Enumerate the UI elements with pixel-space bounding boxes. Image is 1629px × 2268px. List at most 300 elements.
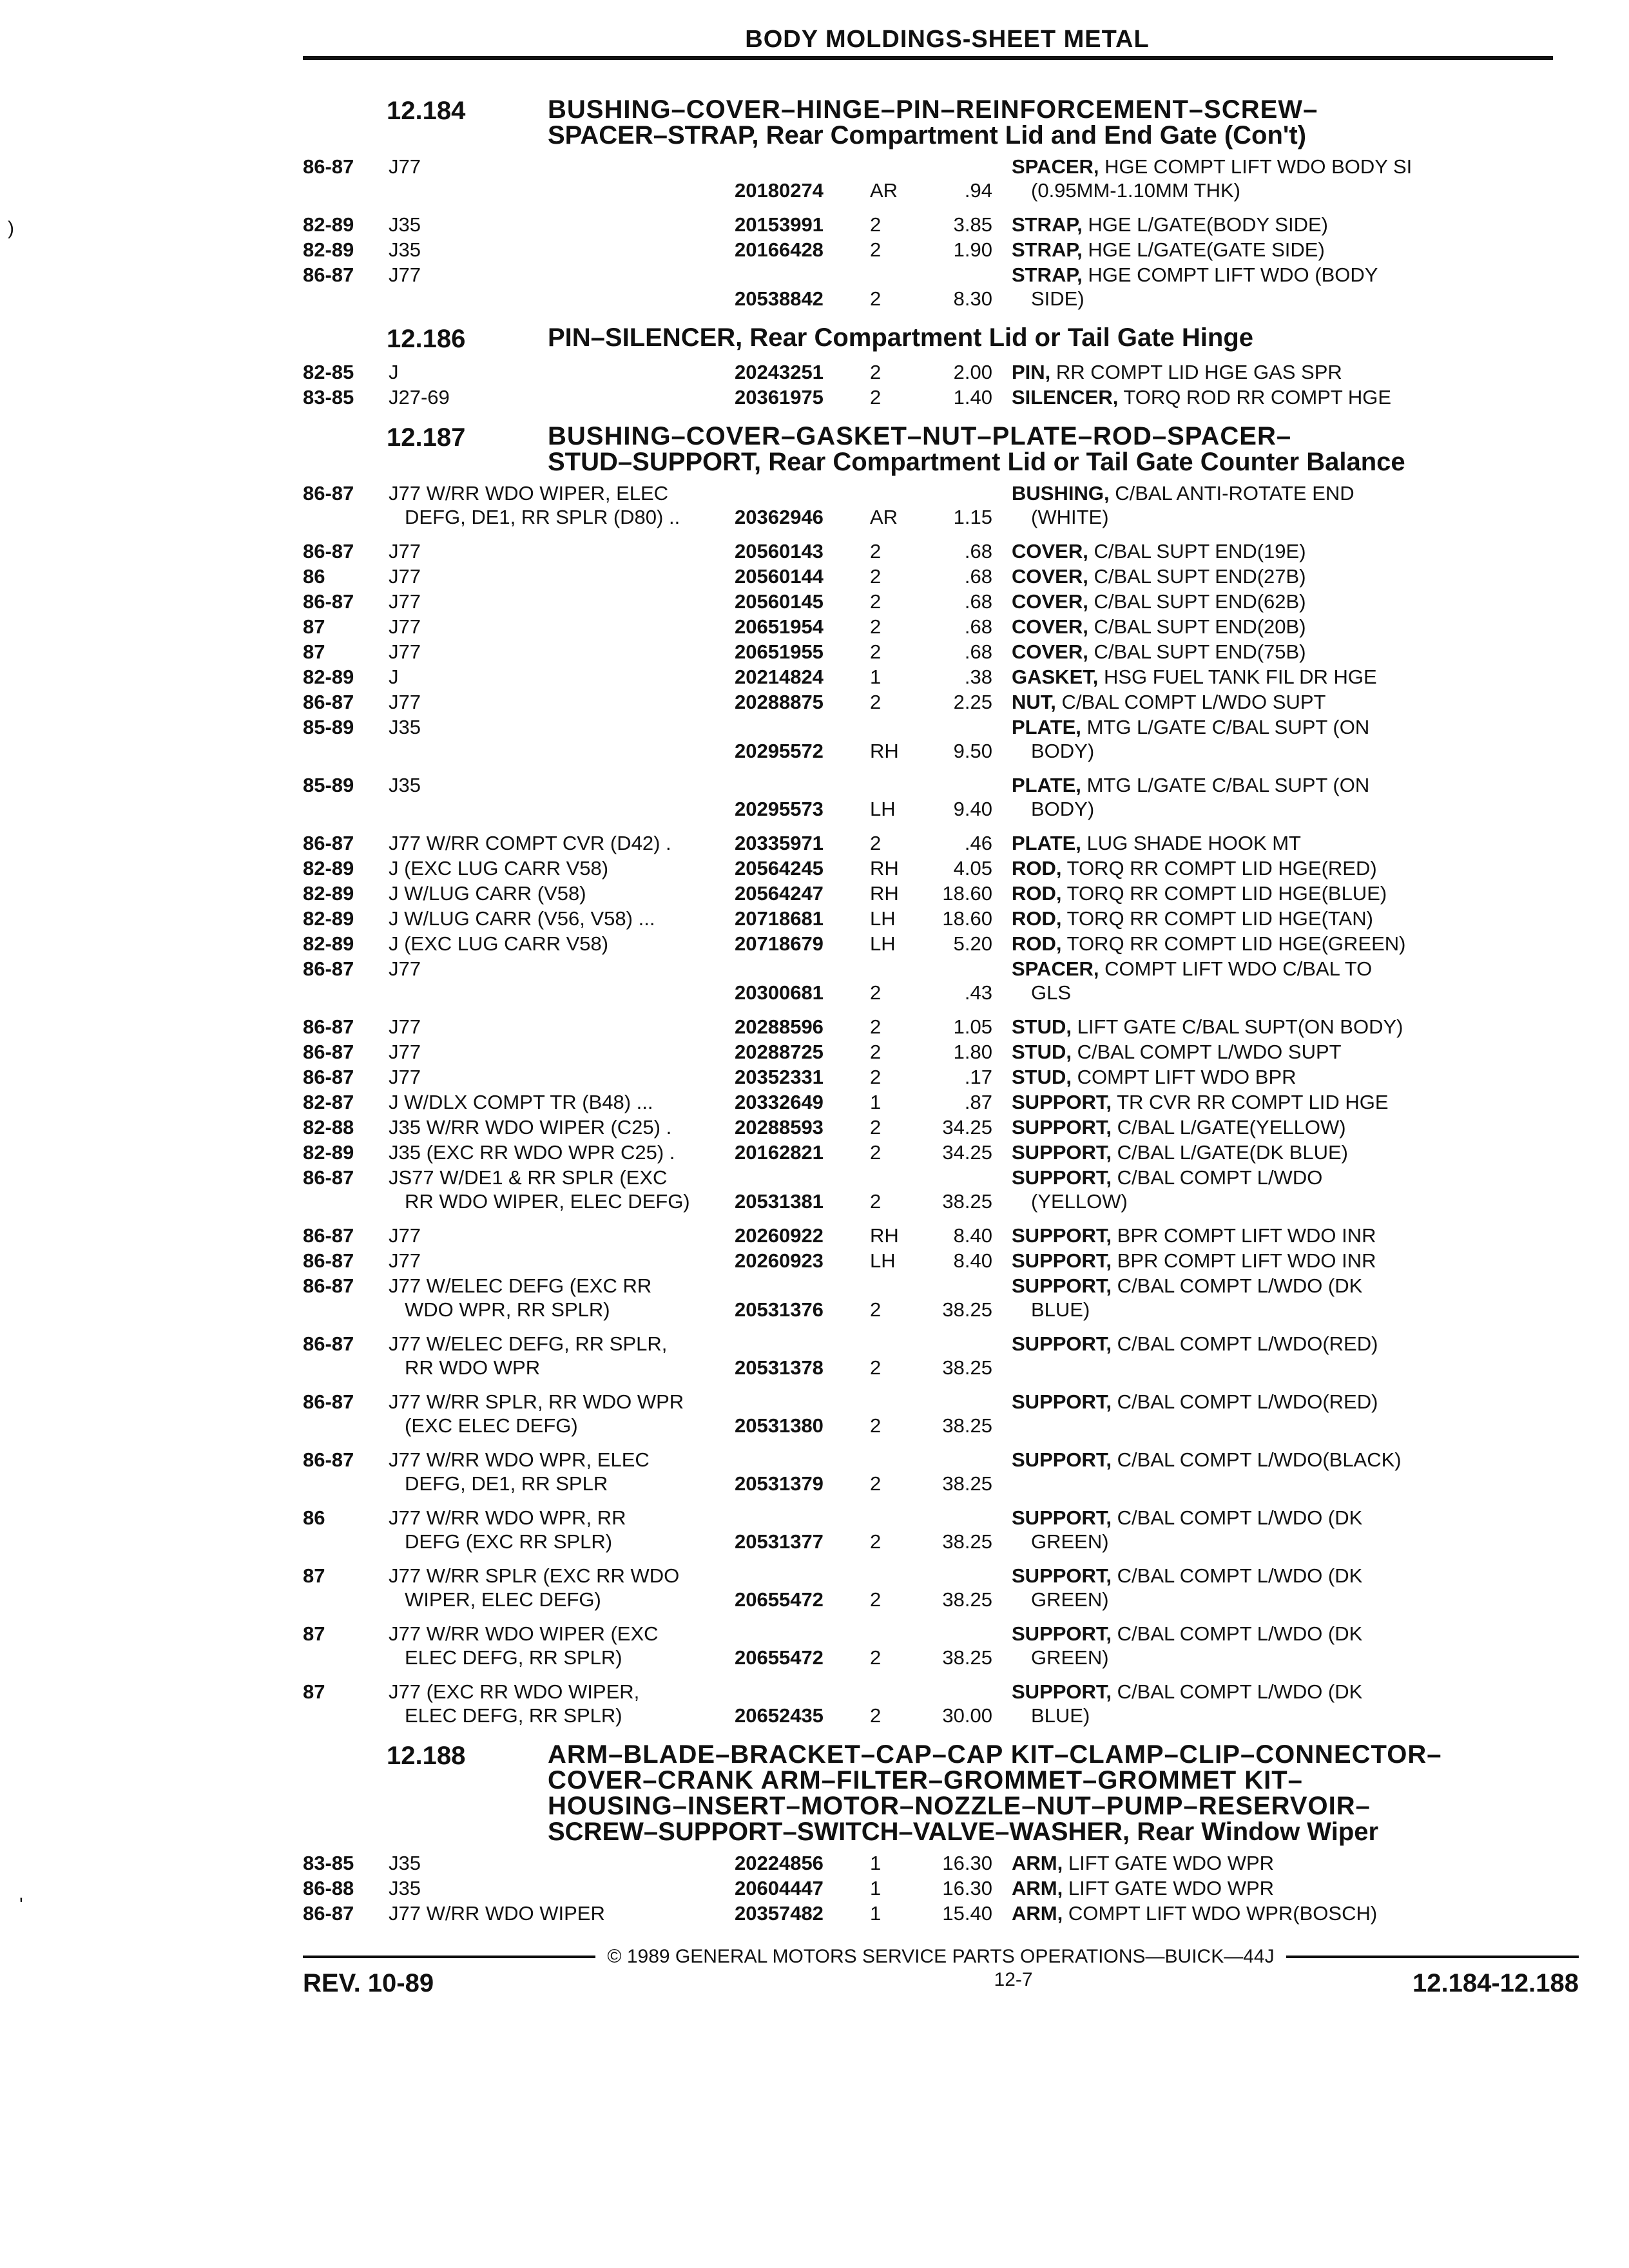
- application: [383, 1065, 735, 1089]
- application-line: J: [389, 361, 399, 383]
- part-name: COVER,: [1012, 590, 1088, 613]
- part-row: [303, 213, 1559, 236]
- application: [383, 1622, 735, 1669]
- part-name: SUPPORT,: [1012, 1091, 1112, 1113]
- application-line: J77: [389, 264, 421, 286]
- part-number: 20260923: [735, 1249, 824, 1272]
- section-heading: [303, 423, 1559, 475]
- part-row: [303, 564, 1559, 588]
- price: 8.40: [953, 1224, 992, 1247]
- part-row: [303, 1506, 1559, 1553]
- model-years: 87: [303, 615, 325, 638]
- model-years: 82-89: [303, 213, 354, 236]
- part-number: 20531380: [735, 1414, 824, 1437]
- application: [383, 1224, 735, 1247]
- application: [383, 1090, 735, 1114]
- quantity: 2: [870, 1704, 882, 1727]
- model-years: 82-89: [303, 932, 354, 955]
- section-title: [548, 423, 1559, 475]
- application-line: RR WDO WPR: [405, 1356, 541, 1379]
- part-number: 20295573: [735, 798, 824, 820]
- description-line: [1012, 1530, 1559, 1553]
- part-name: SUPPORT,: [1012, 1224, 1112, 1247]
- part-row: [303, 1166, 1559, 1213]
- price: 9.50: [953, 740, 992, 762]
- section-subtitle: SPACER–STRAP, Rear Compartment Lid and End Gate (Con't): [548, 121, 1307, 149]
- model-years: 86-87: [303, 1041, 354, 1063]
- price: .43: [964, 981, 992, 1004]
- price: 1.40: [953, 386, 992, 408]
- part-description: [1012, 1390, 1559, 1437]
- description-text: GLS: [1031, 981, 1072, 1004]
- application-line: J77 W/ELEC DEFG, RR SPLR,: [389, 1332, 668, 1355]
- application-line: J77 W/RR SPLR, RR WDO WPR: [389, 1390, 684, 1413]
- part-name: SUPPORT,: [1012, 1564, 1112, 1587]
- part-row: [303, 640, 1559, 664]
- application-line: J77: [389, 155, 421, 178]
- description-line: [1012, 957, 1559, 981]
- quantity: 2: [870, 981, 882, 1004]
- section-subtitle: STUD–SUPPORT, Rear Compartment Lid or Tail Gate Counter Balance: [548, 448, 1405, 476]
- part-name: SUPPORT,: [1012, 1274, 1112, 1297]
- part-number: 20224856: [735, 1852, 824, 1874]
- part-number: 20560144: [735, 565, 824, 588]
- model-years: 86-87: [303, 1249, 354, 1272]
- part-number: 20560143: [735, 540, 824, 562]
- application-line: J35 W/RR WDO WIPER (C25) .: [389, 1116, 672, 1139]
- part-number: 20718679: [735, 932, 824, 955]
- revision-label: REV. 10-89: [303, 1969, 434, 1997]
- quantity: 2: [870, 238, 882, 261]
- part-name: SUPPORT,: [1012, 1680, 1112, 1703]
- application-line: DEFG, DE1, RR SPLR: [405, 1472, 608, 1495]
- application-line: DEFG (EXC RR SPLR): [405, 1530, 613, 1553]
- part-name: SPACER,: [1012, 155, 1099, 178]
- price: 1.80: [953, 1041, 992, 1063]
- part-row: [303, 1851, 1559, 1875]
- price: 38.25: [942, 1472, 992, 1495]
- quantity: 2: [870, 640, 882, 663]
- price: 1.15: [953, 506, 992, 528]
- description-line: [1012, 640, 1559, 664]
- part-row: [303, 831, 1559, 855]
- part-row: [303, 690, 1559, 714]
- application-line: J: [389, 666, 399, 688]
- application: [383, 385, 735, 409]
- model-years: 82-87: [303, 1091, 354, 1113]
- application-line: J77: [389, 1066, 421, 1088]
- application-line: J77 W/RR WDO WIPER (EXC: [389, 1622, 659, 1645]
- application-line: J35 (EXC RR WDO WPR C25) .: [389, 1141, 675, 1164]
- application-line: J35: [389, 716, 421, 738]
- section-title-line: COVER–CRANK ARM–FILTER–GROMMET–GROMMET KIT–: [548, 1766, 1303, 1794]
- price: .17: [964, 1066, 992, 1088]
- part-number: 20335971: [735, 832, 824, 854]
- application-line: J77 W/RR SPLR (EXC RR WDO: [389, 1564, 680, 1587]
- application-line: J77: [389, 640, 421, 663]
- price: 38.25: [942, 1646, 992, 1669]
- part-number: 20260922: [735, 1224, 824, 1247]
- part-name: STRAP,: [1012, 238, 1083, 261]
- application-line: J77: [389, 1224, 421, 1247]
- part-row: [303, 1332, 1559, 1379]
- quantity: 2: [870, 386, 882, 408]
- application: [383, 1274, 735, 1321]
- part-description: [1012, 1680, 1559, 1727]
- page-number: 12-7: [994, 1969, 1033, 1990]
- application-line: J77 W/RR WDO WPR, RR: [389, 1506, 626, 1529]
- section-heading: [303, 97, 1559, 148]
- application-line: J77: [389, 1015, 421, 1038]
- application: [383, 360, 735, 384]
- part-number: 20288725: [735, 1041, 824, 1063]
- application: [383, 932, 735, 956]
- price: 15.40: [942, 1902, 992, 1925]
- description-text: MTG L/GATE C/BAL SUPT (ON: [1086, 716, 1370, 738]
- application: [383, 1249, 735, 1273]
- part-name: ARM,: [1012, 1902, 1063, 1925]
- model-years: 87: [303, 1622, 325, 1645]
- description-line: [1012, 1901, 1559, 1925]
- part-name: PIN,: [1012, 361, 1051, 383]
- description-text: LIFT GATE WDO WPR: [1068, 1877, 1275, 1899]
- application: [383, 907, 735, 930]
- application-line: ELEC DEFG, RR SPLR): [405, 1704, 622, 1727]
- application-line: J77: [389, 1041, 421, 1063]
- price: .38: [964, 666, 992, 688]
- description-text: BODY): [1031, 798, 1095, 820]
- model-years: 83-85: [303, 1852, 354, 1874]
- part-number: 20300681: [735, 981, 824, 1004]
- application: [383, 1506, 735, 1553]
- application: [383, 773, 735, 821]
- description-text: C/BAL COMPT L/WDO SUPT: [1061, 691, 1326, 713]
- part-description: [1012, 1564, 1559, 1611]
- description-line: [1012, 1876, 1559, 1900]
- description-line: [1012, 739, 1559, 763]
- application: [383, 1564, 735, 1611]
- description-line: [1012, 590, 1559, 613]
- part-number: 20604447: [735, 1877, 824, 1899]
- application: [383, 1166, 735, 1213]
- model-years: 82-89: [303, 907, 354, 930]
- description-line: [1012, 1680, 1559, 1704]
- price: 5.20: [953, 932, 992, 955]
- description-text: C/BAL SUPT END(20B): [1094, 615, 1306, 638]
- part-description: [1012, 1249, 1559, 1273]
- part-description: [1012, 1448, 1559, 1495]
- quantity: 2: [870, 1041, 882, 1063]
- application: [383, 590, 735, 613]
- section-title: [548, 1742, 1559, 1845]
- part-row: [303, 539, 1559, 563]
- description-text: (0.95MM-1.10MM THK): [1031, 179, 1240, 202]
- description-text: TORQ RR COMPT LID HGE(TAN): [1066, 907, 1373, 930]
- part-description: [1012, 360, 1559, 384]
- description-text: BLUE): [1031, 1704, 1090, 1727]
- part-description: [1012, 1901, 1559, 1925]
- model-years: 85-89: [303, 774, 354, 796]
- application-line: J77: [389, 590, 421, 613]
- quantity: 2: [870, 832, 882, 854]
- description-line: [1012, 1249, 1559, 1273]
- quantity: 2: [870, 1141, 882, 1164]
- application: [383, 1332, 735, 1379]
- price: .94: [964, 179, 992, 202]
- section-title: [548, 97, 1559, 148]
- part-number: 20162821: [735, 1141, 824, 1164]
- application: [383, 1901, 735, 1925]
- part-number: 20531381: [735, 1190, 824, 1213]
- parts-catalog: [303, 97, 1559, 1939]
- model-years: 86-87: [303, 1224, 354, 1247]
- part-name: SUPPORT,: [1012, 1116, 1112, 1139]
- part-row: [303, 1622, 1559, 1669]
- description-line: [1012, 178, 1559, 202]
- quantity: 2: [870, 590, 882, 613]
- description-line: [1012, 1298, 1559, 1321]
- part-name: BUSHING,: [1012, 482, 1110, 505]
- price: .68: [964, 640, 992, 663]
- application: [383, 263, 735, 311]
- description-text: HGE L/GATE(BODY SIDE): [1088, 213, 1328, 236]
- part-name: COVER,: [1012, 615, 1088, 638]
- description-line: [1012, 1090, 1559, 1114]
- section-heading: [303, 325, 1559, 354]
- application-line: J77 W/ELEC DEFG (EXC RR: [389, 1274, 652, 1297]
- model-years: 86-87: [303, 1332, 354, 1355]
- part-number: 20560145: [735, 590, 824, 613]
- part-name: STRAP,: [1012, 213, 1083, 236]
- catalog-section: [303, 325, 1559, 409]
- description-line: [1012, 564, 1559, 588]
- application: [383, 155, 735, 202]
- description-text: TR CVR RR COMPT LID HGE: [1117, 1091, 1389, 1113]
- section-number: 12.187: [387, 423, 466, 452]
- description-text: TORQ RR COMPT LID HGE(BLUE): [1066, 882, 1387, 905]
- part-number: 20531378: [735, 1356, 824, 1379]
- description-line: [1012, 615, 1559, 639]
- part-description: [1012, 1274, 1559, 1321]
- application: [383, 1390, 735, 1437]
- part-name: SUPPORT,: [1012, 1390, 1112, 1413]
- part-number: 20652435: [735, 1704, 824, 1727]
- description-line: [1012, 505, 1559, 529]
- quantity: 2: [870, 1116, 882, 1139]
- footer-rule-left: [303, 1956, 595, 1958]
- description-line: [1012, 981, 1559, 1004]
- description-line: [1012, 263, 1559, 287]
- description-line: [1012, 481, 1559, 505]
- catalog-section: [303, 97, 1559, 311]
- description-line: [1012, 881, 1559, 905]
- price: 34.25: [942, 1116, 992, 1139]
- section-title-line: BUSHING–COVER–GASKET–NUT–PLATE–ROD–SPACER–: [548, 422, 1292, 450]
- part-description: [1012, 263, 1559, 311]
- application-line: WDO WPR, RR SPLR): [405, 1298, 610, 1321]
- part-number: 20288593: [735, 1116, 824, 1139]
- copyright-notice: © 1989 GENERAL MOTORS SERVICE PARTS OPERATIONS—BUICK—44J: [607, 1946, 1275, 1967]
- part-row: [303, 1390, 1559, 1437]
- description-line: [1012, 1390, 1559, 1414]
- application: [383, 1140, 735, 1164]
- section-heading: [303, 1742, 1559, 1845]
- application-line: J (EXC LUG CARR V58): [389, 932, 609, 955]
- quantity: 2: [870, 1298, 882, 1321]
- part-row: [303, 1015, 1559, 1039]
- price: 34.25: [942, 1141, 992, 1164]
- part-name: SPACER,: [1012, 957, 1099, 980]
- model-years: 86-87: [303, 1390, 354, 1413]
- description-text: HGE L/GATE(GATE SIDE): [1088, 238, 1325, 261]
- price: .46: [964, 832, 992, 854]
- price: 18.60: [942, 907, 992, 930]
- part-description: [1012, 213, 1559, 236]
- description-text: LIFT GATE C/BAL SUPT(ON BODY): [1077, 1015, 1403, 1038]
- description-line: [1012, 773, 1559, 797]
- section-number: 12.184: [387, 97, 466, 125]
- model-years: 86-87: [303, 1015, 354, 1038]
- description-text: COMPT LIFT WDO WPR(BOSCH): [1068, 1902, 1378, 1925]
- part-number: 20538842: [735, 287, 824, 310]
- model-years: 87: [303, 640, 325, 663]
- application: [383, 957, 735, 1004]
- model-years: 86-87: [303, 1448, 354, 1471]
- description-line: [1012, 1189, 1559, 1213]
- description-text: C/BAL SUPT END(75B): [1094, 640, 1306, 663]
- description-line: [1012, 1140, 1559, 1164]
- model-years: 82-89: [303, 1141, 354, 1164]
- description-text: C/BAL L/GATE(YELLOW): [1117, 1116, 1346, 1139]
- price: 18.60: [942, 882, 992, 905]
- application: [383, 640, 735, 664]
- margin-mark: ): [8, 218, 14, 239]
- application-line: J W/LUG CARR (V58): [389, 882, 586, 905]
- description-text: RR COMPT LID HGE GAS SPR: [1055, 361, 1342, 383]
- application-line: J77: [389, 540, 421, 562]
- model-years: 82-89: [303, 666, 354, 688]
- description-line: [1012, 1274, 1559, 1298]
- part-description: [1012, 385, 1559, 409]
- application: [383, 238, 735, 262]
- catalog-section: [303, 423, 1559, 1727]
- part-number: 20352331: [735, 1066, 824, 1088]
- model-years: 86-87: [303, 590, 354, 613]
- quantity: 2: [870, 691, 882, 713]
- price: 8.40: [953, 1249, 992, 1272]
- footer-rule-right: [1286, 1956, 1579, 1958]
- part-row: [303, 385, 1559, 409]
- application: [383, 690, 735, 714]
- price: .68: [964, 540, 992, 562]
- description-line: [1012, 1646, 1559, 1669]
- application: [383, 564, 735, 588]
- application: [383, 1851, 735, 1875]
- page-footer: [303, 1946, 1579, 1998]
- description-text: C/BAL COMPT L/WDO (DK: [1117, 1680, 1363, 1703]
- part-row: [303, 615, 1559, 639]
- part-name: COVER,: [1012, 565, 1088, 588]
- description-line: [1012, 1040, 1559, 1064]
- part-description: [1012, 1090, 1559, 1114]
- description-line: [1012, 1564, 1559, 1588]
- application: [383, 213, 735, 236]
- part-number: 20655472: [735, 1588, 824, 1611]
- description-text: C/BAL COMPT L/WDO (DK: [1117, 1622, 1363, 1645]
- part-name: SILENCER,: [1012, 386, 1119, 408]
- description-text: TORQ RR COMPT LID HGE(GREEN): [1066, 932, 1406, 955]
- part-description: [1012, 665, 1559, 689]
- section-title-line: HOUSING–INSERT–MOTOR–NOZZLE–NUT–PUMP–RESERVOIR–: [548, 1792, 1371, 1820]
- section-title: [548, 325, 1559, 354]
- description-line: [1012, 1065, 1559, 1089]
- quantity: AR: [870, 506, 898, 528]
- part-description: [1012, 238, 1559, 262]
- part-description: [1012, 615, 1559, 639]
- description-text: GREEN): [1031, 1646, 1109, 1669]
- part-row: [303, 881, 1559, 905]
- application-line: J35: [389, 238, 421, 261]
- part-number: 20288875: [735, 691, 824, 713]
- section-subtitle: SCREW–SUPPORT–SWITCH–VALVE–WASHER, Rear Window Wiper: [548, 1818, 1379, 1846]
- application-line: J W/LUG CARR (V56, V58) ...: [389, 907, 655, 930]
- model-years: 86-87: [303, 264, 354, 286]
- description-text: LUG SHADE HOOK MT: [1086, 832, 1301, 854]
- quantity: 2: [870, 361, 882, 383]
- part-number: 20180274: [735, 179, 824, 202]
- application-line: ELEC DEFG, RR SPLR): [405, 1646, 622, 1669]
- part-description: [1012, 773, 1559, 821]
- part-description: [1012, 1224, 1559, 1247]
- price: 9.40: [953, 798, 992, 820]
- part-number: 20531376: [735, 1298, 824, 1321]
- part-row: [303, 360, 1559, 384]
- part-number: 20295572: [735, 740, 824, 762]
- application-line: J77: [389, 1249, 421, 1272]
- quantity: 2: [870, 1646, 882, 1669]
- page-title: BODY MOLDINGS-SHEET METAL: [745, 26, 1150, 53]
- part-row: [303, 155, 1559, 202]
- description-text: LIFT GATE WDO WPR: [1068, 1852, 1275, 1874]
- part-description: [1012, 1622, 1559, 1669]
- part-name: SUPPORT,: [1012, 1622, 1112, 1645]
- description-line: [1012, 1622, 1559, 1646]
- part-number: 20651955: [735, 640, 824, 663]
- description-line: [1012, 831, 1559, 855]
- description-line: [1012, 360, 1559, 384]
- part-description: [1012, 1332, 1559, 1379]
- section-subtitle: PIN–SILENCER, Rear Compartment Lid or Tail Gate Hinge: [548, 323, 1253, 352]
- quantity: 2: [870, 1356, 882, 1379]
- quantity: 1: [870, 1852, 882, 1874]
- description-text: BODY): [1031, 740, 1095, 762]
- quantity: LH: [870, 798, 896, 820]
- part-name: STUD,: [1012, 1066, 1072, 1088]
- application: [383, 1115, 735, 1139]
- part-description: [1012, 1115, 1559, 1139]
- quantity: LH: [870, 932, 896, 955]
- price: 38.25: [942, 1298, 992, 1321]
- model-years: 86-87: [303, 482, 354, 505]
- description-text: MTG L/GATE C/BAL SUPT (ON: [1086, 774, 1370, 796]
- quantity: LH: [870, 1249, 896, 1272]
- quantity: RH: [870, 857, 899, 879]
- part-name: ARM,: [1012, 1877, 1063, 1899]
- description-text: HGE COMPT LIFT WDO BODY SI: [1104, 155, 1412, 178]
- model-years: 87: [303, 1680, 325, 1703]
- model-years: 86-87: [303, 832, 354, 854]
- description-line: [1012, 797, 1559, 821]
